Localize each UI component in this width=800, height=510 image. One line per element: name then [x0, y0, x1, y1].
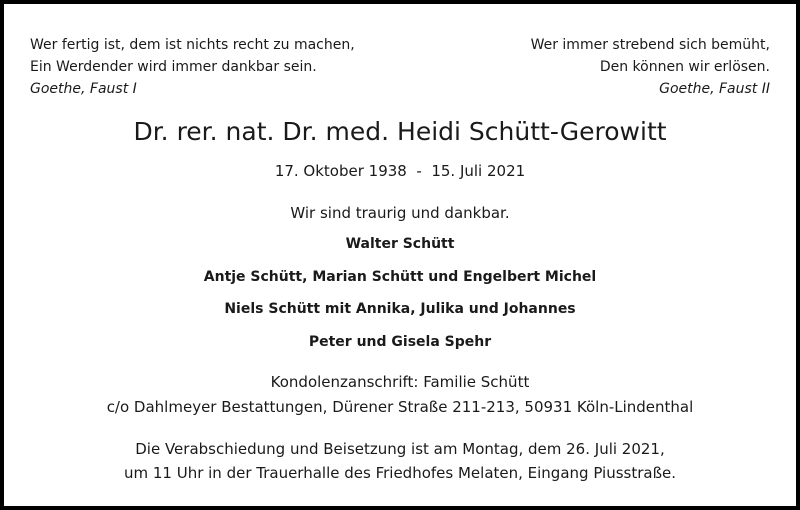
quote-left-line-2: Ein Werdender wird immer dankbar sein.	[30, 59, 317, 75]
quote-left-line-1: Wer fertig ist, dem ist nichts recht zu machen,	[30, 37, 355, 53]
quote-left	[30, 34, 355, 100]
family-member-3: Niels Schütt mit Annika, Julika und Johannes	[224, 301, 576, 317]
family-member-4: Peter und Gisela Spehr	[308, 334, 492, 350]
deceased-name: Dr. rer. nat. Dr. med. Heidi Schütt-Gerowitt	[133, 117, 667, 146]
quote-right-line-1: Wer immer strebend sich bemüht,	[530, 37, 770, 53]
funeral-info-line-1: Die Verabschiedung und Beisetzung ist am Montag, dem 26. Juli 2021,	[135, 440, 665, 458]
quote-right-source: Goethe, Faust II	[659, 81, 770, 97]
quote-right-line-2: Den können wir erlösen.	[599, 59, 770, 75]
mourning-statement: Wir sind traurig und dankbar.	[290, 204, 510, 222]
family-member-1: Walter Schütt	[345, 236, 455, 252]
family-member-2: Antje Schütt, Marian Schütt und Engelbert Michel	[203, 269, 597, 285]
condolence-address-heading: Kondolenzanschrift: Familie Schütt	[270, 373, 530, 391]
condolence-address: c/o Dahlmeyer Bestattungen, Dürener Straße 211-213, 50931 Köln-Lindenthal	[106, 398, 694, 416]
funeral-info-line-2: um 11 Uhr in der Trauerhalle des Friedhofes Melaten, Eingang Piusstraße.	[123, 464, 677, 482]
life-dates: 17. Oktober 1938 - 15. Juli 2021	[274, 162, 526, 180]
quote-left-source: Goethe, Faust I	[30, 81, 137, 97]
quote-right	[531, 34, 770, 100]
